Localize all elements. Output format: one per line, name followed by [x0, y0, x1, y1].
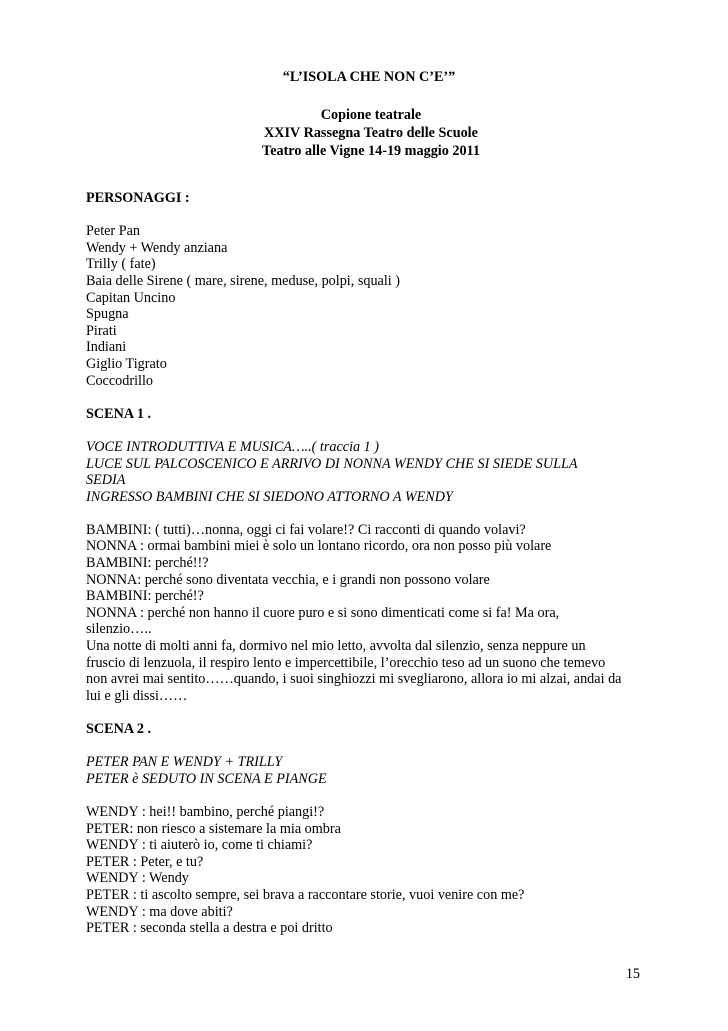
- section-heading-scena-2: SCENA 2 .: [86, 721, 152, 737]
- list-item: Spugna: [86, 306, 129, 323]
- page-number: 15: [625, 966, 640, 982]
- dialogue-line: PETER: non riesco a sistemare la mia ombra: [86, 820, 341, 837]
- list-item: Pirati: [86, 322, 117, 339]
- dialogue-line: silenzio…..: [86, 621, 152, 638]
- list-item: Baia delle Sirene ( mare, sirene, meduse, polpi, squali ): [86, 272, 400, 289]
- subtitle-line: XXIV Rassegna Teatro delle Scuole: [264, 125, 478, 141]
- dialogue-line: PETER : Peter, e tu?: [86, 853, 204, 870]
- list-item: Trilly ( fate): [86, 256, 156, 273]
- dialogue-line: Una notte di molti anni fa, dormivo nel mio letto, avvolta dal silenzio, senza neppure un: [86, 638, 586, 655]
- dialogue-line: WENDY : Wendy: [86, 870, 189, 887]
- list-item: Wendy + Wendy anziana: [86, 239, 228, 256]
- dialogue-line: WENDY : ti aiuterò io, come ti chiami?: [86, 837, 313, 854]
- dialogue-line: lui e gli dissi……: [86, 687, 188, 704]
- list-item: Capitan Uncino: [86, 289, 176, 306]
- stage-direction: SEDIA: [86, 472, 126, 489]
- document-title: “L’ISOLA CHE NON C’E’”: [282, 69, 456, 85]
- document-body: [86, 190, 666, 937]
- stage-direction: PETER PAN E WENDY + TRILLY: [86, 754, 283, 771]
- dialogue-line: non avrei mai sentito……quando, i suoi singhiozzi mi svegliarono, allora io mi alzai, andai da: [86, 671, 622, 688]
- document-subtitle: [0, 106, 728, 160]
- list-item: Coccodrillo: [86, 372, 153, 389]
- dialogue-line: WENDY : hei!! bambino, perché piangi!?: [86, 803, 325, 820]
- dialogue-line: fruscio di lenzuola, il respiro lento e impercettibile, l’orecchio teso ad un suono che temevo: [86, 654, 606, 671]
- dialogue-line: WENDY : ma dove abiti?: [86, 903, 233, 920]
- dialogue-line: NONNA: perché sono diventata vecchia, e i grandi non possono volare: [86, 571, 490, 588]
- character-list: [86, 223, 666, 389]
- list-item: Giglio Tigrato: [86, 355, 167, 372]
- stage-direction: PETER è SEDUTO IN SCENA E PIANGE: [86, 770, 327, 787]
- stage-direction: VOCE INTRODUTTIVA E MUSICA…..( traccia 1 ): [86, 438, 380, 455]
- dialogue-line: PETER : ti ascolto sempre, sei brava a raccontare storie, vuoi venire con me?: [86, 886, 525, 903]
- subtitle-line: Copione teatrale: [320, 107, 422, 123]
- dialogue-line: PETER : seconda stella a destra e poi dritto: [86, 920, 333, 937]
- subtitle-line: Teatro alle Vigne 14-19 maggio 2011: [262, 143, 480, 159]
- dialogue-line: BAMBINI: perché!!?: [86, 555, 209, 572]
- stage-direction: INGRESSO BAMBINI CHE SI SIEDONO ATTORNO A WENDY: [86, 488, 453, 505]
- list-item: Peter Pan: [86, 223, 140, 240]
- section-heading-scena-1: SCENA 1 .: [86, 405, 152, 422]
- stage-direction: LUCE SUL PALCOSCENICO E ARRIVO DI NONNA WENDY CHE SI SIEDE SULLA: [86, 455, 578, 472]
- list-item: Indiani: [86, 339, 127, 356]
- dialogue-line: BAMBINI: ( tutti)…nonna, oggi ci fai volare!? Ci racconti di quando volavi?: [86, 521, 526, 538]
- dialogue-line: NONNA : ormai bambini miei è solo un lontano ricordo, ora non posso più volare: [86, 538, 552, 555]
- dialogue-line: BAMBINI: perché!?: [86, 588, 204, 605]
- section-heading-personaggi: PERSONAGGI :: [86, 190, 190, 206]
- dialogue-line: NONNA : perché non hanno il cuore puro e si sono dimenticati come si fa! Ma ora,: [86, 604, 560, 621]
